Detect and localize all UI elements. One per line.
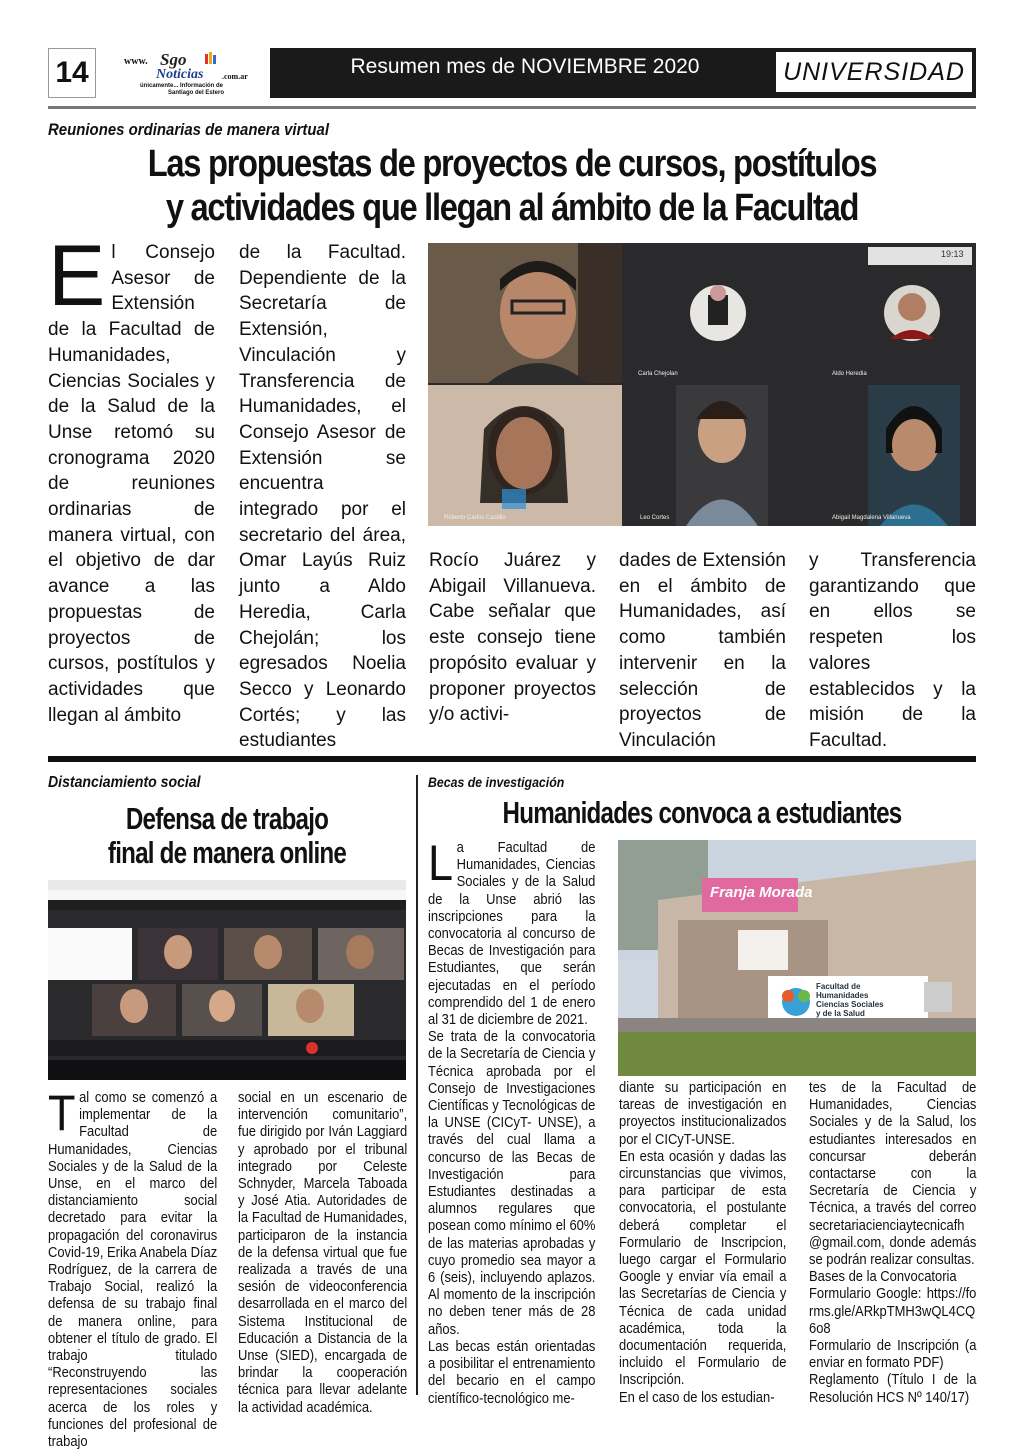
tile-name-roberto: Roberto Carlos Castillo <box>444 515 506 521</box>
video-call-illustration <box>428 243 976 526</box>
logo-noticias: Noticias <box>156 67 204 82</box>
column-divider <box>416 775 418 1395</box>
article2-col1-text: al como se comenzó a implementar de la Facultad de Humanidades, Ciencias Sociales y de la Salud de la Unse, en el marco del distanciamiento social decretado para evitar la propagación del coronavirus Covid-19, Erika Anabela Díaz Rodríguez, de la carrera de Trabajo Social, realizó la defensa de su trabajo final de manera online, para obtener el título de grado. El trabajo titulado “Reconstruyendo las representaciones sociales acerca de los roles y funciones del profesional de trabajo <box>48 1090 218 1451</box>
article2-headline-line2: final de manera online <box>107 835 347 870</box>
faculty-sign-line3: Ciencias Sociales <box>816 1000 884 1009</box>
faculty-building-photo <box>618 840 976 1076</box>
article2-column-2: social en un escenario de intervención comunitario”, fue dirigido por Iván Laggiard y aprobado por el tribunal integrado por Celeste Schnyder, Marcela Taboada y José Atia. Autoridades de la Facultad de Humanidades, participaron de la instancia de la defensa virtual que fue realizada a través de una sesión de videoconferencia desarrollada en el marco del Sistema Institucional de Educación a Distancia de la Unse (SIED), encargada de brindar la cooperación técnica para llevar adelante la actividad académica. <box>238 1090 408 1416</box>
article3-column-3 <box>809 1080 976 1407</box>
online-defense-illustration <box>48 880 406 1080</box>
online-defense-photo <box>48 880 406 1080</box>
faculty-sign-line4: y de la Salud <box>816 1009 865 1018</box>
article1-headline-line1: Las propuestas de proyectos de cursos, postítulos <box>147 143 877 185</box>
article1-col1-text: l Consejo Asesor de Extensión de la Facultad de Humanidades, Ciencias Sociales y de la Salud de la Unse retomó su cronograma 2020 de reuniones ordinarias de manera virtual, con el objetivo de dar avance a las propuestas de proyectos de cursos, postítulos y actividades que llegan al ámbito <box>48 242 215 726</box>
faculty-building-illustration <box>618 840 976 1076</box>
article3-col2-p2: En esta ocasión y dadas las circunstancias que vivimos, para participar de esta convocatoria, el postulante deberá completar el Formulario de Inscripcion, luego cargar el Formulario Google y enviar vía email a las Secretarías de Ciencia y Técnica de cada unidad académica, toda la documentación requerida, incluido el Formulario de Inscripción. <box>619 1148 787 1389</box>
logo-tagline: únicamente... Información de <box>140 83 224 89</box>
article2-kicker: Distanciamiento social <box>48 774 201 791</box>
article2-headline-line1: Defensa de trabajo <box>125 801 329 836</box>
faculty-sign-line2: Humanidades <box>816 991 869 1000</box>
article1-column-1 <box>48 228 215 728</box>
article1-kicker: Reuniones ordinarias de manera virtual <box>48 120 330 139</box>
faculty-sign-line1: Facultad de <box>816 982 861 991</box>
article3-column-2 <box>619 1080 786 1407</box>
banner-text: Franja Morada <box>710 884 813 901</box>
article3-col1-p2: Se trata de la convocatoria de la Secretaría de Ciencia y Técnica aprobada por el Consejo de Investigaciones Científicas y Tecnológicas de la UNSE (CICyT- UNSE), a través del cual llama a concurso de las Becas de Investigación para Estudiantes destinadas a alumnos regulares que posean como mínimo el 60% de las materias aprobadas y cuyo promedio sea mayor a 6 (seis), incluyendo aplazos. Al momento de la inscripción no deben tener más de 28 años. <box>428 1029 596 1338</box>
logo-www: www. <box>124 56 148 67</box>
article3-col2-p1: diante su participación en tareas de investigación en proyectos institucionalizados por el CICyT-UNSE. <box>619 1080 787 1148</box>
article2-dropcap: T <box>48 1085 76 1141</box>
article3-col2-p3: En el caso de los estudian- <box>619 1389 775 1406</box>
faculty-sign <box>816 982 884 1018</box>
article3-dropcap: L <box>428 835 454 891</box>
tile-name-aldo: Aldo Heredia <box>832 371 867 377</box>
tile-name-abigail: Abigail Magdalena Villanueva <box>832 515 911 521</box>
logo-sgo: Sgo <box>160 50 187 69</box>
article3-column-1 <box>428 835 596 1408</box>
article1-column-5: y Transferencia garantizando que en ellos se respeten los valores establecidos y la misión de la Facultad. <box>809 550 976 751</box>
article1-column-2: de la Facultad. Dependiente de la Secretaría de Extensión, Vinculación y Transferencia de Humanidades, el Consejo Asesor de Extensión se encuentra integrado por el secretario del área, Omar Layús Ruiz junto a Aldo Heredia, Carla Chejolán; los egresados Noelia Secco y Leonardo Cortés; y las estudiantes <box>239 242 406 752</box>
call-clock: 19:13 <box>941 249 964 259</box>
newspaper-logo <box>118 50 268 96</box>
logo-domain: .com.ar <box>222 72 248 81</box>
section-label: UNIVERSIDAD <box>776 52 972 92</box>
article3-headline: Humanidades convoca a estudiantes <box>502 795 902 830</box>
article3-col3-p5: Reglamento (Título I de la Resolución HCS Nº 140/17) <box>809 1372 977 1406</box>
article2-headline <box>87 802 366 870</box>
tile-name-carla: Carla Chejolan <box>638 371 678 377</box>
article1-column-3: Rocío Juárez y Abigail Villanueva. Cabe señalar que este consejo tiene propósito evaluar y proponer proyectos y/o activi- <box>429 550 596 726</box>
article3-col3-p4: Formulario de Inscripción (a enviar en formato PDF) <box>809 1338 977 1372</box>
article3-col3-p3: Formulario Google: https://forms.gle/ARkpTMH3wQL4CQ6o8 <box>809 1286 977 1337</box>
article3-col3-p1: tes de la Facultad de Humanidades, Ciencias Sociales y de la Salud, los estudiantes interesados en concursar deberán contactarse con la Secretaría de Ciencia y Técnica, a través del correo secretariacienciaytecnicafh @gmail.com, donde además se podrán realizar consultas. <box>809 1080 977 1269</box>
tile-name-leo: Leo Cortes <box>640 515 670 521</box>
page-number: 14 <box>48 48 96 98</box>
section-divider <box>48 756 976 762</box>
video-call-photo <box>428 243 976 526</box>
article1-dropcap: E <box>48 228 106 324</box>
article3-kicker: Becas de investigación <box>428 774 565 790</box>
article3-col3-p2: Bases de la Convocatoria <box>809 1269 957 1286</box>
article2-column-1 <box>48 1085 218 1451</box>
article3-col1-p3: Las becas están orientadas a posibilitar el entrenamiento del becario en el campo científico-tecnológico me- <box>428 1338 596 1407</box>
header-rule <box>48 106 976 109</box>
article3-col1-p1: a Facultad de Humanidades, Ciencias Sociales y de la Salud de la Unse abrió las inscripciones para la convocatoria al concurso de Becas de Investigación para Estudiantes, que serán ejecutadas en el período comprendido del 1 de enero al 31 de diciembre de 2021. <box>428 840 596 1029</box>
logo-tagline-place: Santiago del Estero <box>168 90 225 96</box>
article1-headline <box>113 142 911 230</box>
article1-headline-line2: y actividades que llegan al ámbito de la Facultad <box>165 187 859 229</box>
article1-column-4: dades de Extensión en el ámbito de Humanidades, así como también intervenir en la selección de proyectos de Vinculación <box>619 550 786 751</box>
logo-mark-icon <box>204 52 218 66</box>
issue-label: Resumen mes de NOVIEMBRE 2020 <box>350 55 700 78</box>
